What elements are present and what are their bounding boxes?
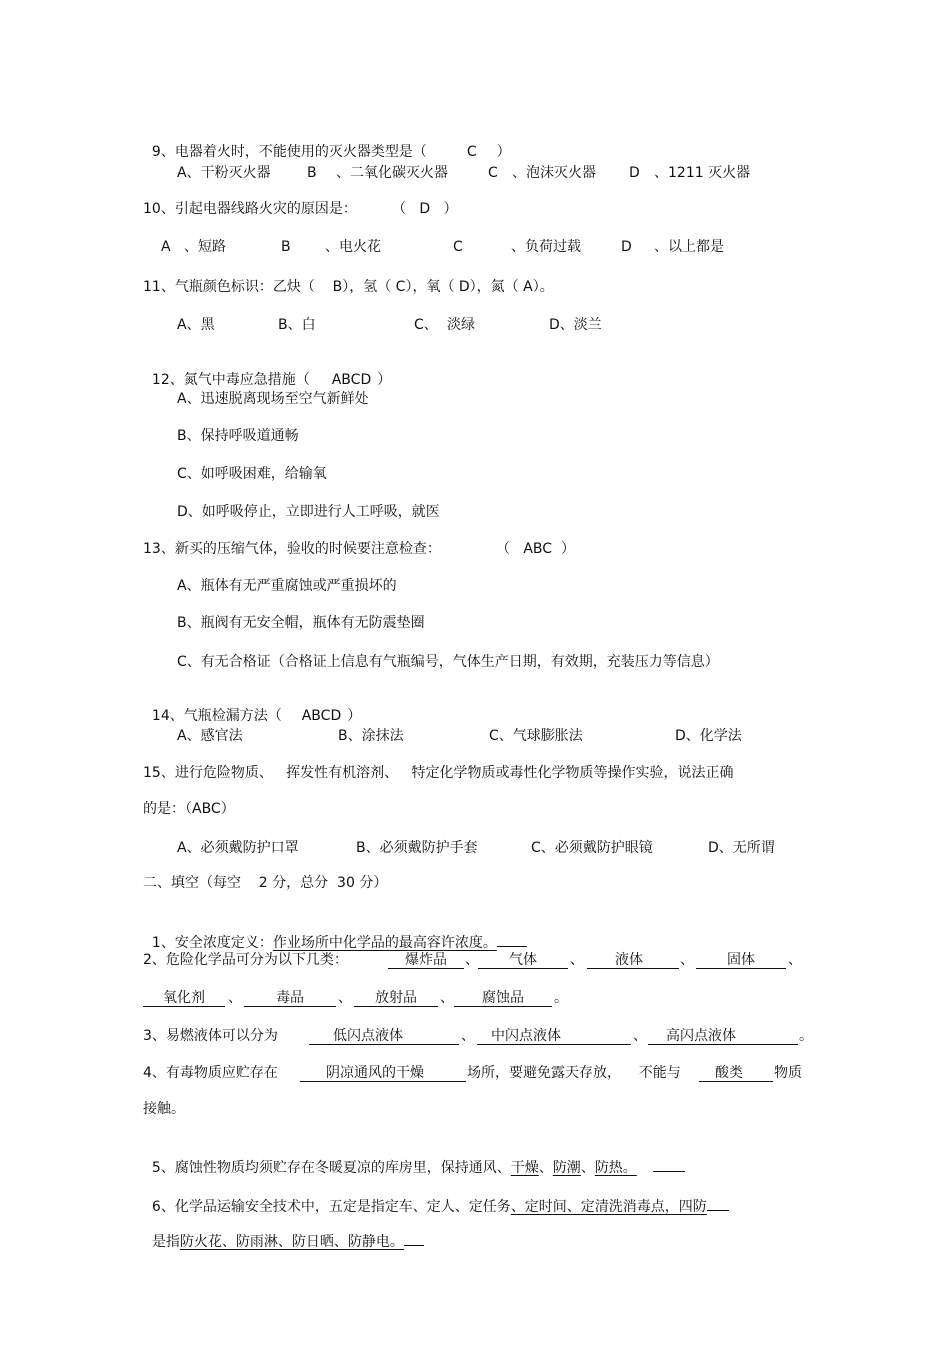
- question-10-option-c: 、负荷过载: [511, 239, 581, 255]
- fill-1-line: [143, 913, 527, 951]
- question-14-answer: ABCD: [301, 708, 342, 724]
- question-9-option-d: 、1211 灭火器: [654, 165, 751, 181]
- fill-2-sep-3: 、: [680, 952, 694, 968]
- fill-2-answer-3: 液体: [615, 952, 643, 968]
- fill-5-prefix: 5、腐蚀性物质均须贮存在冬暖夏凉的库房里，保持通风、: [151, 1160, 511, 1176]
- question-11-option-a: A、黑: [177, 317, 215, 333]
- question-9-option-c: 、泡沫灭火器: [512, 165, 596, 181]
- question-12-option-d: D、如呼吸停止，立即进行人工呼吸，就医: [177, 504, 440, 520]
- fill-6-prefix: 6、化学品运输安全技术中，五定是指定车、定人、定任务: [151, 1199, 511, 1215]
- question-12-option-c: C、如呼吸困难，给输氧: [177, 466, 327, 482]
- question-12-close: ）: [377, 372, 392, 388]
- fill-2-sep-2: 、: [570, 952, 584, 968]
- question-11-stem: 11、气瓶颜色标识：乙炔（ B），氢（ C），氧（ D），氮（ A）。: [143, 279, 554, 295]
- fill-2-prefix: 2、危险化学品可分为以下几类：: [143, 952, 348, 968]
- fill-2-answer-5: 氧化剂: [163, 990, 205, 1006]
- fill-2-answer-7: 放射品: [375, 990, 417, 1006]
- question-14-option-a: A、感官法: [177, 728, 243, 744]
- question-9-option-b: 、二氧化碳灭火器: [336, 165, 448, 181]
- fill-3-blank-1: [309, 1029, 459, 1045]
- question-12-stem: 12、氮气中毒应急措施（: [151, 372, 310, 388]
- question-10-option-d-letter: D: [621, 239, 632, 255]
- fill-2-answer-8: 腐蚀品: [482, 990, 524, 1006]
- fill-3-prefix: 3、易燃液体可以分为: [143, 1028, 278, 1044]
- fill-1-answer: 作业场所中化学品的最高容许浓度。: [272, 935, 497, 951]
- question-9-answer: C: [466, 144, 477, 160]
- fill-4-prefix: 4、有毒物质应贮存在: [143, 1065, 278, 1081]
- fill-2-blank-1: [388, 953, 464, 969]
- question-9-option-b-letter: B: [307, 165, 317, 181]
- fill-2-blank-3: [587, 953, 679, 969]
- fill-2-end: 。: [554, 990, 568, 1006]
- question-15-option-c: C、必须戴防护眼镜: [531, 840, 653, 856]
- fill-6-line-2-prefix: 是指: [151, 1234, 180, 1250]
- question-14-line: [143, 689, 362, 724]
- question-10-option-b: 、电火花: [325, 239, 381, 255]
- fill-5-underline-tail: [653, 1156, 685, 1172]
- fill-5-answer-2: 防潮: [552, 1160, 581, 1176]
- question-15-line-2: 的是：（ABC）: [143, 801, 235, 817]
- fill-2-answer-1: 爆炸品: [405, 952, 447, 968]
- fill-6-underline-tail-2: [404, 1230, 424, 1246]
- fill-3-sep-2: 、: [633, 1028, 647, 1044]
- fill-5-sep-1: 、: [538, 1160, 553, 1176]
- fill-5-sep-2: 、: [580, 1160, 595, 1176]
- fill-2-sep-6: 、: [338, 990, 352, 1006]
- fill-4-line-2: 接触。: [143, 1101, 185, 1117]
- fill-2-blank-7: [354, 991, 438, 1007]
- fill-5-line: [143, 1138, 685, 1176]
- fill-2-blank-6: [244, 991, 336, 1007]
- fill-3-answer-1: 低闪点液体: [333, 1028, 403, 1044]
- fill-1-blank: [272, 931, 527, 951]
- question-9-stem: 9、电器着火时，不能使用的灭火器类型是（: [151, 144, 427, 160]
- question-13-option-c: C、有无合格证（合格证上信息有气瓶编号，气体生产日期，有效期，充装压力等信息）: [177, 654, 719, 670]
- question-10-answer: （ D ）: [392, 201, 458, 217]
- fill-3-blank-2: [477, 1029, 631, 1045]
- fill-3-blank-3: [648, 1029, 798, 1045]
- fill-4-suffix: 物质: [774, 1065, 802, 1081]
- fill-6-answer-2: 防火花、防雨淋、防日晒、防静电。: [179, 1234, 404, 1250]
- fill-3-sep-1: 、: [461, 1028, 475, 1044]
- fill-2-answer-2: 气体: [509, 952, 537, 968]
- fill-4-mid: 场所，要避免露天存放， 不能与: [467, 1065, 681, 1081]
- question-12-line: [143, 353, 392, 388]
- fill-3-answer-2: 中闪点液体: [491, 1028, 561, 1044]
- question-11-option-c-letter: C、: [414, 317, 438, 333]
- question-14-option-b: B、涂抹法: [338, 728, 404, 744]
- question-9-option-a: A、干粉灭火器: [177, 165, 271, 181]
- question-15-option-a: A、必须戴防护口罩: [177, 840, 299, 856]
- question-10-option-b-letter: B: [281, 239, 291, 255]
- fill-3-answer-3: 高闪点液体: [666, 1028, 736, 1044]
- fill-6-underline-tail-1: [707, 1195, 729, 1211]
- fill-2-answer-4: 固体: [727, 952, 755, 968]
- fill-2-answer-6: 毒品: [276, 990, 304, 1006]
- question-13-option-b: B、瓶阀有无安全帽，瓶体有无防震垫圈: [177, 615, 425, 631]
- fill-2-blank-4: [696, 953, 786, 969]
- question-10-option-c-letter: C: [453, 239, 463, 255]
- question-12-option-a: A、迅速脱离现场至空气新鲜处: [177, 391, 369, 407]
- fill-2-blank-8: [454, 991, 552, 1007]
- fill-6-line-1: [143, 1177, 729, 1215]
- question-13-stem: 13、新买的压缩气体，验收的时候要注意检查：: [143, 541, 441, 557]
- fill-6-line-2: [143, 1212, 424, 1250]
- question-15-line-1: 15、进行危险物质、 挥发性有机溶剂、 特定化学物质或毒性化学物质等操作实验，说法正确: [143, 765, 734, 781]
- fill-4-blank-1: [300, 1066, 466, 1082]
- question-9-option-d-letter: D: [629, 165, 640, 181]
- fill-2-blank-5: [143, 991, 225, 1007]
- fill-2-sep-4: 、: [788, 952, 802, 968]
- fill-4-blank-2: [699, 1066, 773, 1082]
- question-10-option-a-letter: A: [161, 239, 171, 255]
- question-10-option-a: 、短路: [184, 239, 226, 255]
- fill-4-answer-2: 酸类: [715, 1065, 743, 1081]
- question-9-line: [143, 125, 511, 160]
- section-2-heading: 二、填空（每空 2 分，总分 30 分）: [143, 875, 388, 891]
- question-11-option-d: D、淡兰: [549, 317, 602, 333]
- fill-5-answer-3: 防热。: [594, 1160, 637, 1176]
- fill-5-answer-1: 干燥: [510, 1160, 539, 1176]
- question-9-option-c-letter: C: [488, 165, 498, 181]
- question-14-close: ）: [347, 708, 362, 724]
- question-15-option-b: B、必须戴防护手套: [356, 840, 478, 856]
- question-14-option-c: C、气球膨胀法: [489, 728, 583, 744]
- fill-1-underline-tail: [497, 931, 527, 947]
- question-12-option-b: B、保持呼吸道通畅: [177, 428, 299, 444]
- question-12-answer: ABCD: [331, 372, 372, 388]
- question-10-option-d: 、以上都是: [654, 239, 724, 255]
- fill-2-sep-5: 、: [228, 990, 242, 1006]
- question-13-option-a: A、瓶体有无严重腐蚀或严重损坏的: [177, 578, 397, 594]
- fill-2-sep-1: 、: [465, 952, 479, 968]
- fill-3-end: 。: [799, 1028, 813, 1044]
- question-9-close: ）: [496, 144, 511, 160]
- question-10-stem: 10、引起电器线路火灾的原因是：: [143, 201, 357, 217]
- question-11-option-c: 淡绿: [447, 317, 475, 333]
- fill-2-blank-2: [478, 953, 568, 969]
- fill-1-prefix: 1、安全浓度定义：: [151, 935, 273, 951]
- question-11-option-b: B、白: [278, 317, 316, 333]
- fill-2-sep-7: 、: [440, 990, 454, 1006]
- fill-4-answer-1: 阴凉通风的干燥: [326, 1065, 424, 1081]
- question-15-option-d: D、无所谓: [708, 840, 775, 856]
- question-13-answer: （ ABC ）: [496, 541, 575, 557]
- question-14-stem: 14、气瓶检漏方法（: [151, 708, 282, 724]
- question-14-option-d: D、化学法: [675, 728, 742, 744]
- fill-6-answer-1: 、定时间、定清洗消毒点，四防: [510, 1199, 707, 1215]
